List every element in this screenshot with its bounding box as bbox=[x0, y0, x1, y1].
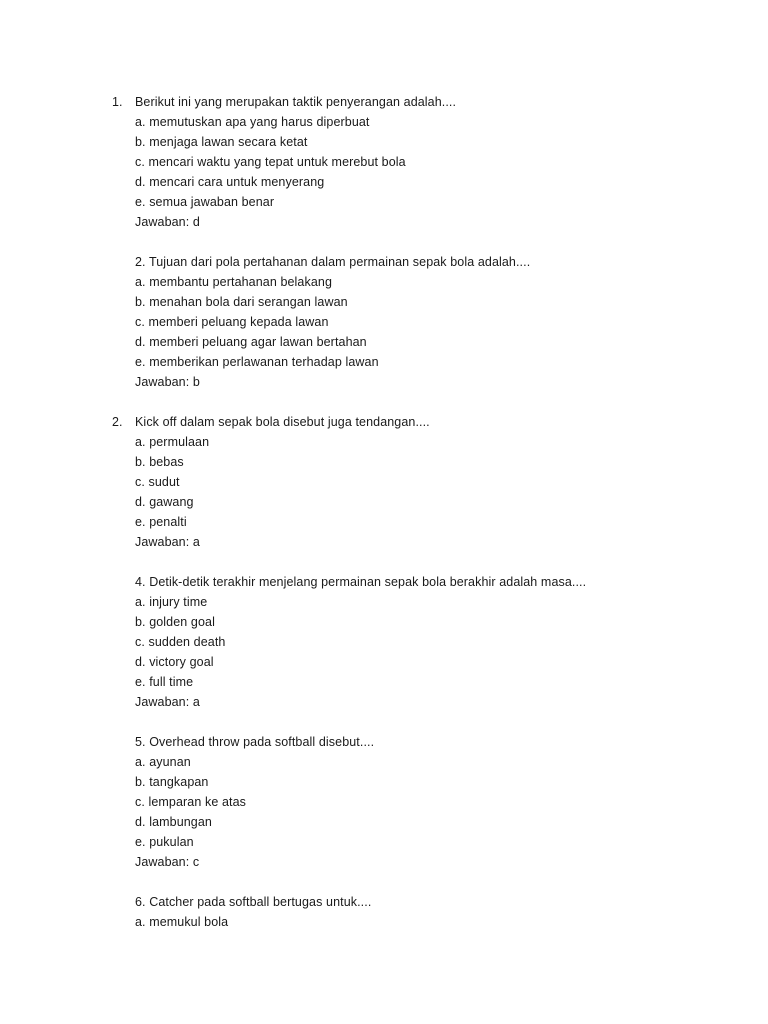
answer: Jawaban: b bbox=[135, 375, 200, 389]
option: d. gawang bbox=[135, 495, 194, 509]
option: c. sudut bbox=[135, 475, 180, 489]
option: b. bebas bbox=[135, 455, 184, 469]
question-text: 4. Detik-detik terakhir menjelang permainan sepak bola berakhir adalah masa.... bbox=[135, 575, 587, 589]
answer: Jawaban: a bbox=[135, 695, 200, 709]
answer: Jawaban: a bbox=[135, 535, 200, 549]
question-text: Kick off dalam sepak bola disebut juga tendangan.... bbox=[135, 415, 430, 429]
option: b. tangkapan bbox=[135, 775, 209, 789]
option: e. semua jawaban benar bbox=[135, 195, 275, 209]
answer: Jawaban: c bbox=[135, 855, 200, 869]
option: a. ayunan bbox=[135, 755, 191, 769]
option: e. full time bbox=[135, 675, 194, 689]
option: c. memberi peluang kepada lawan bbox=[135, 315, 329, 329]
option: c. mencari waktu yang tepat untuk merebut bola bbox=[135, 155, 406, 169]
question-text: Berikut ini yang merupakan taktik penyerangan adalah.... bbox=[135, 95, 457, 109]
option: a. injury time bbox=[135, 595, 208, 609]
question-number: 2. bbox=[112, 415, 123, 429]
answer: Jawaban: d bbox=[135, 215, 200, 229]
option: a. membantu pertahanan belakang bbox=[135, 275, 332, 289]
option: d. memberi peluang agar lawan bertahan bbox=[135, 335, 367, 349]
question-text: 2. Tujuan dari pola pertahanan dalam permainan sepak bola adalah.... bbox=[135, 255, 531, 269]
option: b. golden goal bbox=[135, 615, 215, 629]
option: e. penalti bbox=[135, 515, 187, 529]
option: b. menjaga lawan secara ketat bbox=[135, 135, 308, 149]
option: d. mencari cara untuk menyerang bbox=[135, 175, 325, 189]
option: a. memutuskan apa yang harus diperbuat bbox=[135, 115, 370, 129]
option: a. memukul bola bbox=[135, 915, 229, 929]
option: d. lambungan bbox=[135, 815, 212, 829]
option: c. lemparan ke atas bbox=[135, 795, 246, 809]
question-number: 1. bbox=[112, 95, 123, 109]
option: b. menahan bola dari serangan lawan bbox=[135, 295, 348, 309]
question-text: 6. Catcher pada softball bertugas untuk.... bbox=[135, 895, 372, 909]
option: e. memberikan perlawanan terhadap lawan bbox=[135, 355, 379, 369]
option: d. victory goal bbox=[135, 655, 214, 669]
option: a. permulaan bbox=[135, 435, 210, 449]
option: e. pukulan bbox=[135, 835, 194, 849]
option: c. sudden death bbox=[135, 635, 226, 649]
question-text: 5. Overhead throw pada softball disebut.... bbox=[135, 735, 375, 749]
